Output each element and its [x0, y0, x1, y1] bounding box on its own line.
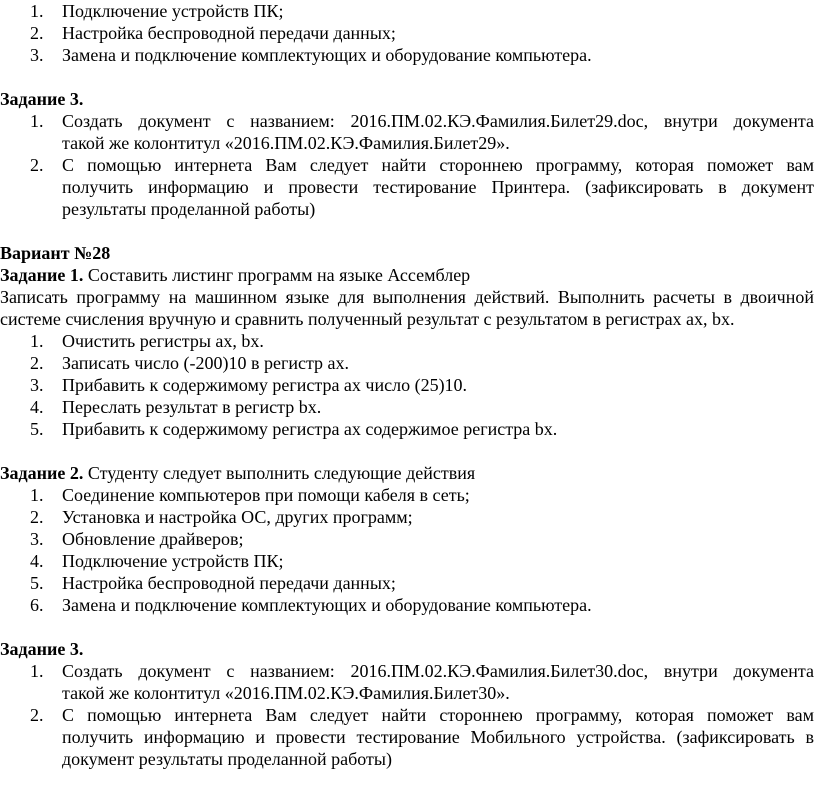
list-item: Очистить регистры ax, bx.	[62, 331, 264, 351]
list-item-line: получить информацию и провести тестирование Мобильного устройства. (зафиксировать в	[62, 727, 814, 747]
list-number: 2.	[30, 507, 44, 527]
list-item-line: документ результаты проделанной работы)	[62, 749, 393, 769]
list-number: 4.	[30, 397, 44, 417]
list-number: 2.	[30, 23, 44, 43]
list-item: Прибавить к содержимому регистра ax содержимое регистра bx.	[62, 419, 558, 439]
list-item-line: такой же колонтитул «2016.ПМ.02.КЭ.Фамилия.Билет30».	[62, 683, 510, 703]
list-number: 1.	[30, 111, 44, 131]
list-item: Подключение устройств ПК;	[62, 551, 284, 571]
section-heading: Задание 1.	[0, 265, 84, 285]
list-number: 2.	[30, 705, 44, 725]
list-item: Подключение устройств ПК;	[62, 1, 284, 21]
list-item-line: С помощью интернета Вам следует найти стороннею программу, которая поможет вам	[62, 155, 814, 175]
section-heading-line	[0, 264, 470, 286]
list-item: Соединение компьютеров при помощи кабеля в сеть;	[62, 485, 470, 505]
list-item-line: С помощью интернета Вам следует найти стороннею программу, которая поможет вам	[62, 705, 814, 725]
list-item: Замена и подключение комплектующих и оборудование компьютера.	[62, 45, 592, 65]
list-item-line: такой же колонтитул «2016.ПМ.02.КЭ.Фамилия.Билет29».	[62, 133, 510, 153]
list-number: 3.	[30, 529, 44, 549]
list-item: Прибавить к содержимому регистра ax число (25)10.	[62, 375, 468, 395]
list-number: 1.	[30, 485, 44, 505]
variant-title: Вариант №28	[0, 243, 111, 263]
list-item-line: Создать документ с названием: 2016.ПМ.02.КЭ.Фамилия.Билет29.doc, внутри документа	[62, 111, 814, 131]
section-heading-line	[0, 462, 475, 484]
list-number: 1.	[30, 661, 44, 681]
list-number: 5.	[30, 573, 44, 593]
list-item-line: Создать документ с названием: 2016.ПМ.02.КЭ.Фамилия.Билет30.doc, внутри документа	[62, 661, 814, 681]
list-item-line: получить информацию и провести тестирование Принтера. (зафиксировать в документ	[62, 177, 814, 197]
section-heading-text: Составить листинг программ на языке Ассемблер	[83, 265, 471, 285]
list-item: Замена и подключение комплектующих и оборудование компьютера.	[62, 595, 592, 615]
list-number: 5.	[30, 419, 44, 439]
section-heading-text: Студенту следует выполнить следующие действия	[83, 463, 476, 483]
list-item: Переслать результат в регистр bx.	[62, 397, 322, 417]
section-heading: Задание 3.	[0, 89, 84, 109]
list-number: 6.	[30, 595, 44, 615]
list-number: 1.	[30, 1, 44, 21]
list-number: 3.	[30, 375, 44, 395]
list-number: 1.	[30, 331, 44, 351]
list-item: Настройка беспроводной передачи данных;	[62, 573, 396, 593]
list-item: Записать число (-200)10 в регистр ax.	[62, 353, 350, 373]
list-number: 2.	[30, 353, 44, 373]
list-number: 3.	[30, 45, 44, 65]
paragraph-line: системе счисления вручную и сравнить полученный результат с результатом в регистрах ax, bx.	[0, 309, 735, 329]
section-heading: Задание 2.	[0, 463, 84, 483]
list-number: 4.	[30, 551, 44, 571]
list-number: 2.	[30, 155, 44, 175]
list-item: Установка и настройка ОС, других программ;	[62, 507, 413, 527]
paragraph-line: Записать программу на машинном языке для выполнения действий. Выполнить расчеты в двоичной	[0, 287, 814, 307]
list-item: Обновление драйверов;	[62, 529, 244, 549]
list-item-line: результаты проделанной работы)	[62, 199, 316, 219]
list-item: Настройка беспроводной передачи данных;	[62, 23, 396, 43]
section-heading: Задание 3.	[0, 639, 84, 659]
